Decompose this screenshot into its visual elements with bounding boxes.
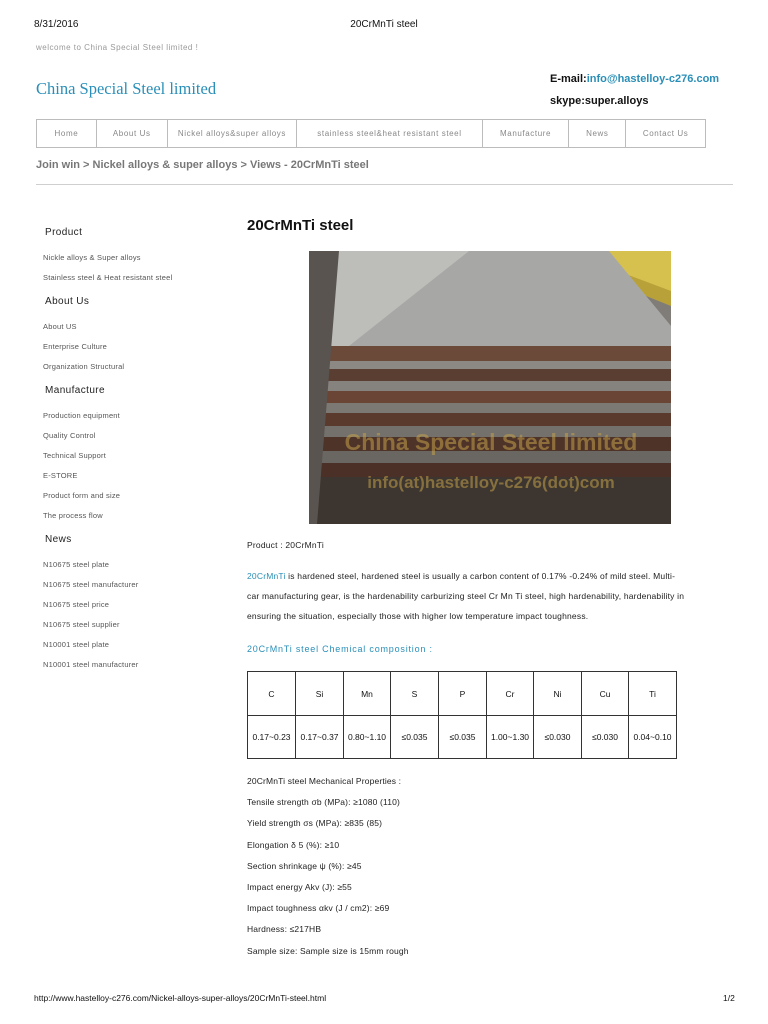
product-photo-steel-plates [309, 251, 671, 524]
intro-line-2: car manufacturing gear, is the hardenability carburizing steel Cr Mn Ti steel, high hardenability, hardenability in [247, 591, 685, 601]
sidebar-item-news[interactable]: N10675 steel price [43, 600, 110, 609]
intro-highlight: 20CrMnTi [247, 571, 286, 581]
composition-value-cell: 0.80~1.10 [344, 716, 391, 759]
chem-composition-heading: 20CrMnTi steel Chemical composition : [247, 644, 433, 654]
breadcrumb[interactable]: Join win > Nickel alloys & super alloys > Views - 20CrMnTi steel [36, 159, 369, 171]
composition-header-cell: Ni [534, 672, 582, 716]
sidebar-heading-manufacture: Manufacture [45, 385, 105, 396]
sidebar-item-news[interactable]: N10675 steel supplier [43, 620, 120, 629]
sidebar-heading-about: About Us [45, 296, 90, 307]
sidebar-item-news[interactable]: N10001 steel plate [43, 640, 110, 649]
composition-value-cell: 0.17~0.23 [248, 716, 296, 759]
nav-nickel-alloys[interactable]: Nickel alloys&super alloys [168, 120, 298, 147]
mechanical-properties [247, 771, 737, 962]
intro-paragraph [247, 566, 737, 626]
nav-stainless-steel[interactable]: stainless steel&heat resistant steel [297, 120, 482, 147]
sidebar-item-quality-control[interactable]: Quality Control [43, 431, 96, 440]
composition-table [247, 671, 677, 759]
composition-value-cell: ≤0.035 [391, 716, 439, 759]
nav-home[interactable]: Home [37, 120, 97, 147]
mechanical-item: Yield strength σs (MPa): ≥835 (85) [247, 818, 383, 829]
composition-value-row [248, 716, 677, 759]
image-watermark-email: info(at)hastelloy-c276(dot)com [367, 473, 615, 492]
composition-header-cell: S [391, 672, 439, 716]
sidebar-item-organization[interactable]: Organization Structural [43, 362, 125, 371]
article-title: 20CrMnTi steel [247, 217, 354, 234]
mechanical-item: Tensile strength σb (MPa): ≥1080 (110) [247, 797, 400, 808]
sidebar [36, 224, 226, 672]
composition-value-cell: ≤0.035 [439, 716, 487, 759]
nav-about-us[interactable]: About Us [97, 120, 168, 147]
composition-header-cell: Cr [487, 672, 534, 716]
composition-header-cell: Ti [629, 672, 677, 716]
nav-manufacture[interactable]: Manufacture [483, 120, 570, 147]
email-label: E-mail: [550, 73, 587, 85]
contact-skype: skype:super.alloys [550, 95, 649, 107]
mechanical-item: Hardness: ≤217HB [247, 924, 322, 935]
image-watermark-company: China Special Steel limited [344, 429, 638, 455]
header-divider [36, 184, 733, 185]
print-title: 20CrMnTi steel [350, 19, 418, 30]
sidebar-heading-product: Product [45, 227, 83, 238]
mechanical-heading: 20CrMnTi steel Mechanical Properties : [247, 776, 402, 786]
composition-value-cell: 0.04~0.10 [629, 716, 677, 759]
sidebar-item-production-equipment[interactable]: Production equipment [43, 411, 120, 420]
welcome-message: welcome to China Special Steel limited ! [36, 43, 199, 52]
sidebar-item-enterprise-culture[interactable]: Enterprise Culture [43, 342, 108, 351]
mechanical-item: Sample size: Sample size is 15mm rough [247, 945, 409, 956]
intro-text-1: is hardened steel, hardened steel is usually a carbon content of 0.17% -0.24% of mild steel. Multi- [285, 571, 676, 581]
site-logo[interactable]: China Special Steel limited [36, 79, 217, 98]
nav-contact-us[interactable]: Contact Us [642, 129, 689, 138]
mechanical-item: Impact toughness αkv (J / cm2): ≥69 [247, 903, 390, 914]
sidebar-item-e-store[interactable]: E-STORE [43, 471, 78, 480]
print-date: 8/31/2016 [34, 19, 79, 30]
mechanical-item: Elongation δ 5 (%): ≥10 [247, 839, 340, 850]
print-footer-url: http://www.hastelloy-c276.com/Nickel-alloys-super-alloys/20CrMnTi-steel.html [34, 993, 327, 1003]
composition-header-cell: C [248, 672, 296, 716]
intro-line-3: ensuring the situation, especially those with higher low temperature impact toughness. [247, 611, 589, 621]
sidebar-item-news[interactable]: N10675 steel manufacturer [43, 580, 139, 589]
sidebar-heading-news: News [45, 534, 72, 545]
sidebar-item-process-flow[interactable]: The process flow [43, 511, 103, 520]
sidebar-item-technical-support[interactable]: Technical Support [43, 451, 107, 460]
composition-header-row [248, 672, 677, 716]
sidebar-item-stainless-steel[interactable]: Stainless steel & Heat resistant steel [43, 273, 173, 282]
mechanical-item: Section shrinkage ψ (%): ≥45 [247, 860, 362, 871]
intro-line-1 [247, 566, 737, 586]
composition-value-cell: 0.17~0.37 [296, 716, 344, 759]
print-footer-page: 1/2 [723, 993, 735, 1003]
composition-header-cell: Si [296, 672, 344, 716]
nav-news[interactable]: News [569, 120, 626, 147]
composition-header-cell: Cu [582, 672, 629, 716]
composition-value-cell: ≤0.030 [582, 716, 629, 759]
sidebar-item-news[interactable]: N10001 steel manufacturer [43, 660, 139, 669]
sidebar-item-product-form[interactable]: Product form and size [43, 491, 121, 500]
article [247, 217, 737, 956]
main-nav [36, 119, 706, 148]
email-link[interactable]: info@hastelloy-c276.com [586, 73, 720, 85]
composition-header-cell: Mn [344, 672, 391, 716]
sidebar-item-news[interactable]: N10675 steel plate [43, 560, 110, 569]
composition-value-cell: ≤0.030 [534, 716, 582, 759]
sidebar-item-about-us[interactable]: About US [43, 322, 77, 331]
sidebar-item-nickel-alloys[interactable]: Nickle alloys & Super alloys [43, 253, 141, 262]
composition-value-cell: 1.00~1.30 [487, 716, 534, 759]
contact-email [550, 73, 719, 85]
composition-header-cell: P [439, 672, 487, 716]
mechanical-item: Impact energy Akv (J): ≥55 [247, 882, 352, 893]
product-line: Product : 20CrMnTi [247, 540, 324, 550]
